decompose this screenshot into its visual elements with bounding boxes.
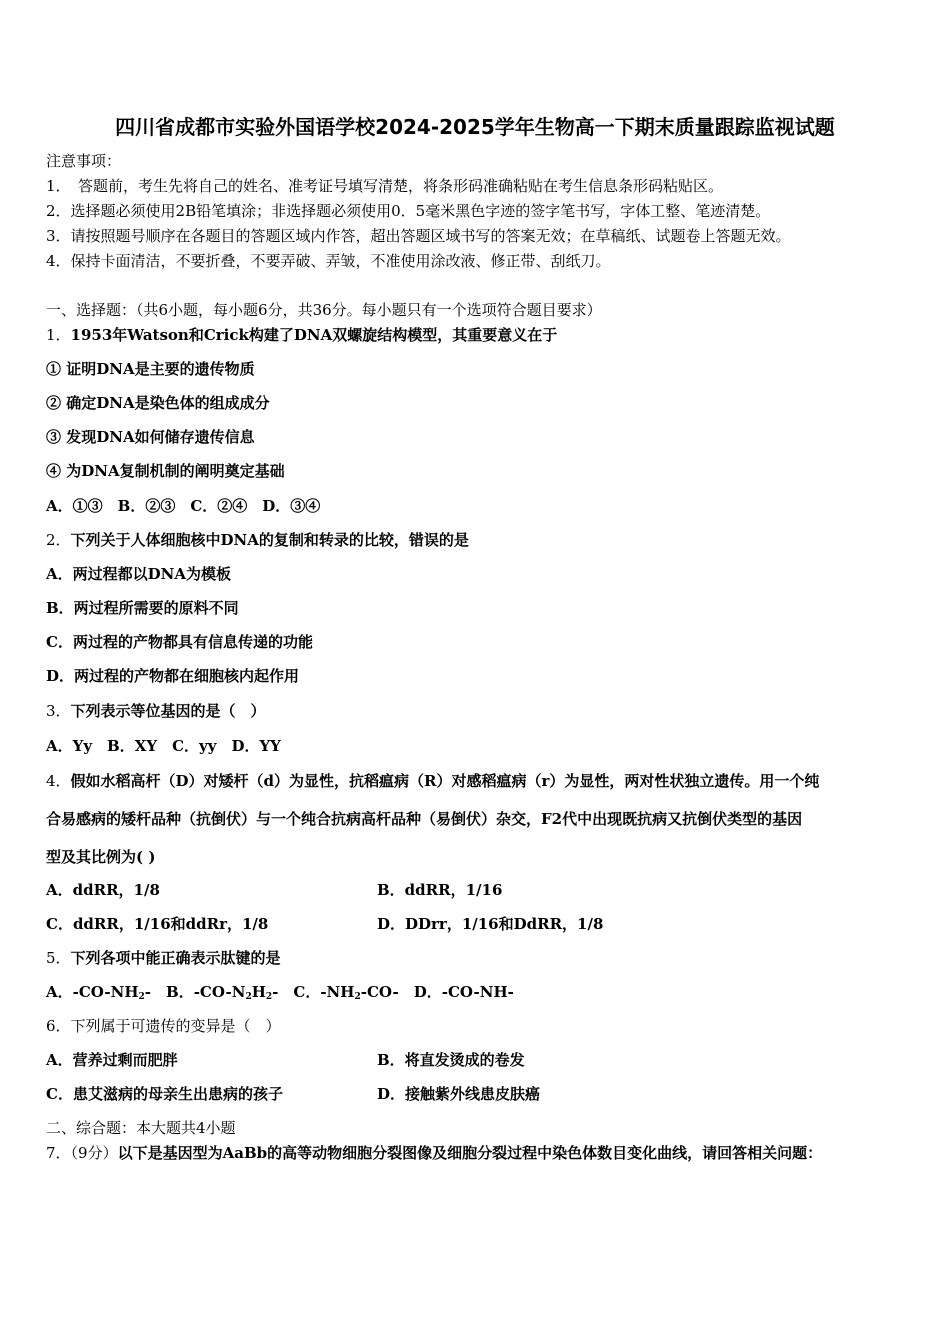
question-number: 2．: [46, 531, 71, 549]
notice-heading: 注意事项：: [46, 152, 122, 170]
question-stem: 1953年Watson和Crick构建了DNA双螺旋结构模型，其重要意义在于: [70, 326, 558, 344]
q5-option-a: A．$-CO-NH_2-$: [46, 983, 167, 1002]
q4-option-a: A．ddRR，1/8: [46, 881, 160, 899]
question-stem-cont: 合易感病的矮杆品种（抗倒伏）与一个纯合抗病高杆品种（易倒伏）杂交，F2代中出现既抗病又抗倒伏类型的基因: [46, 810, 803, 828]
q1-item: ② 确定DNA是染色体的组成成分: [46, 394, 270, 412]
q1-item: ④ 为DNA复制机制的阐明奠定基础: [46, 462, 285, 480]
q5-option-c: C．$-NH_2-CO-$: [293, 983, 414, 1002]
notice-item: 4．保持卡面清洁，不要折叠，不要弄破、弄皱，不准使用涂改液、修正带、刮纸刀。: [46, 252, 611, 270]
section1-heading: 一、选择题：（共6小题，每小题6分，共36分。每小题只有一个选项符合题目要求）: [46, 301, 602, 319]
question-1: [46, 325, 557, 345]
q5-option-b: B．$-CO-N_2H_2-$: [166, 983, 294, 1002]
q1-item: ① 证明DNA是主要的遗传物质: [46, 360, 255, 378]
q1-item: ③ 发现DNA如何储存遗传信息: [46, 428, 255, 446]
q5-options: [46, 982, 514, 1007]
notice-item: 3．请按照题号顺序在各题目的答题区域内作答，超出答题区域书写的答案无效；在草稿纸、试题卷上答题无效。: [46, 227, 791, 245]
notice-item: 2．选择题必须使用2B铅笔填涂；非选择题必须使用0．5毫米黑色字迹的签字笔书写，字体工整、笔迹清楚。: [46, 202, 771, 220]
q2-option-d: D．两过程的产物都在细胞核内起作用: [46, 667, 300, 685]
question-stem: 以下是基因型为AaBb的高等动物细胞分裂图像及细胞分裂过程中染色体数目变化曲线，请回答相关问题：: [117, 1144, 823, 1162]
question-number: 4．: [46, 772, 71, 790]
question-7: [46, 1143, 822, 1163]
question-number: 1．: [46, 326, 71, 344]
q5-option-d: D．-CO-NH-: [413, 983, 514, 1001]
question-6: [46, 1016, 281, 1036]
question-stem: 下列属于可遗传的变异是（ ）: [70, 1017, 281, 1035]
q4-option-d: D．DDrr，1/16和DdRR，1/8: [377, 915, 604, 933]
question-number: 7．: [46, 1144, 71, 1162]
q6-option-d: D．接触紫外线患皮肤癌: [377, 1085, 541, 1103]
section2-heading: 二、综合题：本大题共4小题: [46, 1119, 236, 1137]
question-stem: 下列各项中能正确表示肽键的是: [70, 949, 281, 967]
question-2: [46, 530, 469, 550]
question-stem: 下列表示等位基因的是（ ）: [70, 702, 266, 720]
exam-title: 四川省成都市实验外国语学校2024-2025学年生物高一下期末质量跟踪监视试题: [115, 115, 835, 139]
q4-option-c: C．ddRR，1/16和ddRr，1/8: [46, 915, 269, 933]
q6-option-a: A．营养过剩而肥胖: [46, 1051, 178, 1069]
question-stem: 假如水稻高杆（D）对矮杆（d）为显性，抗稻瘟病（R）对感稻瘟病（r）为显性，两对性状独立遗传。用一个纯: [70, 772, 820, 790]
question-stem-cont: 型及其比例为( ): [46, 848, 156, 866]
question-number: 5．: [46, 949, 71, 967]
q6-option-b: B．将直发烫成的卷发: [377, 1051, 525, 1069]
question-4: [46, 771, 819, 791]
q2-option-b: B．两过程所需要的原料不同: [46, 599, 239, 617]
q1-options: A．①③ B．②③ C．②④ D．③④: [46, 497, 321, 515]
question-3: [46, 701, 266, 721]
q6-option-c: C．患艾滋病的母亲生出患病的孩子: [46, 1085, 283, 1103]
q2-option-c: C．两过程的产物都具有信息传递的功能: [46, 633, 313, 651]
question-score: （9分）: [70, 1144, 118, 1162]
question-5: [46, 948, 281, 968]
notice-item: 1． 答题前，考生先将自己的姓名、准考证号填写清楚，将条形码准确粘贴在考生信息条形码粘贴区。: [46, 177, 724, 195]
q3-options: A．Yy B．XY C．yy D．YY: [46, 737, 281, 755]
q2-option-a: A．两过程都以DNA为模板: [46, 565, 231, 583]
question-number: 3．: [46, 702, 71, 720]
question-number: 6．: [46, 1017, 71, 1035]
question-stem: 下列关于人体细胞核中DNA的复制和转录的比较，错误的是: [70, 531, 469, 549]
q4-option-b: B．ddRR，1/16: [377, 881, 503, 899]
